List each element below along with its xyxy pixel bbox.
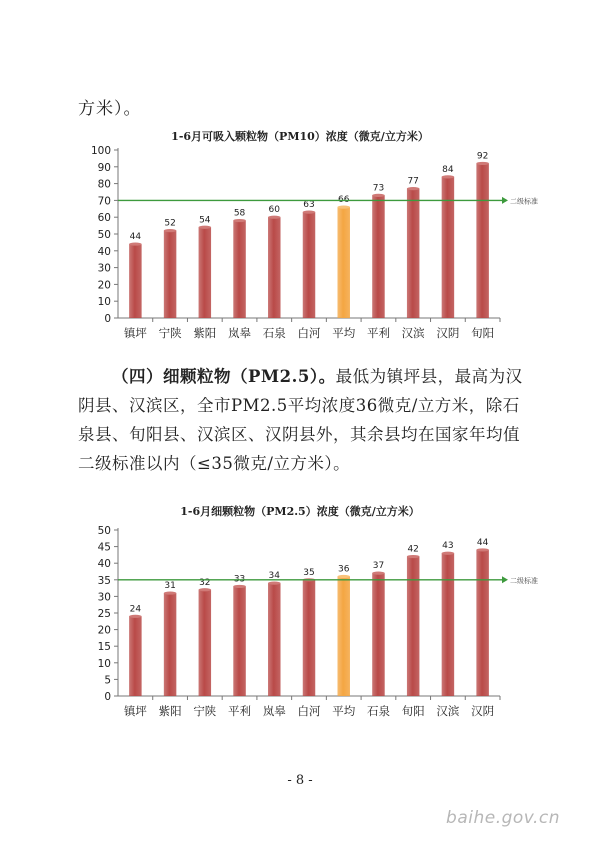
bar [199,227,212,318]
x-tick-label: 石泉 [366,704,390,718]
bar-cap [268,582,281,585]
bar-value-label: 35 [303,567,315,578]
bar-cap [129,242,142,245]
paragraph-body: 最低为镇坪县，最高为汉阴县、汉滨区，全市PM2.5平均浓度36微克/立方米，除石泉县、旬阳县、汉滨区、汉阴县外，其余县均在国家年均值二级标准以内（≤35微克/立方米）。 [78,367,523,473]
x-tick-label: 汉滨 [436,704,460,718]
bar [164,231,177,318]
x-tick-label: 宁陕 [193,704,217,718]
bar-cap [233,219,246,222]
bar-value-label: 33 [233,574,246,585]
chart-title-pm10: 1-6月可吸入颗粒物（PM10）浓度（微克/立方米） [171,130,429,143]
paragraph-heading: （四）细颗粒物（PM2.5）。 [112,367,336,386]
bar-cap [164,591,177,594]
bar-cap [303,211,316,214]
x-tick-label: 汉阴 [471,704,495,718]
y-tick-label: 60 [97,212,111,225]
bar-value-label: 31 [164,581,176,592]
y-tick-label: 50 [97,525,111,537]
x-tick-label: 宁陕 [158,326,182,340]
bar [407,557,420,696]
bar-value-label: 44 [129,232,142,243]
bar-average [337,576,350,696]
bar-value-label: 52 [164,218,176,229]
x-tick-label: 白河 [297,704,321,718]
bar [303,580,316,696]
y-tick-label: 10 [97,296,111,309]
bar [303,212,316,318]
bar [476,163,489,318]
bar-cap [233,585,246,588]
paragraph-pm25 [78,362,530,478]
bar-value-label: 37 [372,561,385,572]
pm10-bar-chart [0,140,600,350]
bar-cap [199,226,212,229]
bar-value-label: 73 [372,183,385,194]
bar-cap [476,548,489,551]
bar-value-label: 24 [129,604,142,615]
x-tick-label: 镇坪 [123,326,147,340]
bar-cap [407,187,420,190]
chart-title-pm25: 1-6月细颗粒物（PM2.5）浓度（微克/立方米） [180,505,420,518]
y-tick-label: 35 [97,574,111,587]
bar-cap [372,194,385,197]
y-tick-label: 0 [104,313,111,325]
bar-value-label: 44 [476,537,489,548]
x-tick-label: 紫阳 [158,704,182,718]
y-tick-label: 30 [97,262,111,275]
bar-value-label: 42 [407,544,419,555]
y-tick-label: 15 [97,641,111,654]
bar-cap [199,588,212,591]
x-tick-label: 旬阳 [401,704,425,718]
x-tick-label: 平均 [332,704,356,718]
y-tick-label: 90 [97,161,111,174]
bar-cap [337,206,350,209]
bar-value-label: 63 [303,200,315,211]
y-tick-label: 50 [97,229,111,241]
bar-cap [407,555,420,558]
bar [268,217,281,318]
standard-label: 二级标准 [510,197,538,206]
y-tick-label: 80 [97,178,111,191]
bar-cap [442,175,455,178]
bar [476,550,489,696]
bar-cap [337,575,350,578]
x-tick-label: 旬阳 [471,326,495,340]
x-tick-label: 汉阴 [436,326,460,340]
y-tick-label: 20 [97,624,111,637]
y-tick-label: 45 [97,541,111,554]
standard-label: 二级标准 [510,576,538,585]
bar-average [337,207,350,318]
bar-cap [442,552,455,555]
bar-cap [129,615,142,618]
bar [233,221,246,318]
bar-value-label: 92 [476,151,489,162]
bar-value-label: 36 [338,564,350,575]
page-number: - 8 - [287,773,313,788]
bar-value-label: 77 [407,176,419,187]
y-tick-label: 40 [97,245,111,258]
bar [199,590,212,696]
bar [129,616,142,696]
y-tick-label: 10 [97,657,111,670]
standard-arrow-icon [502,576,508,583]
bar-cap [268,216,281,219]
bar [442,177,455,318]
bar [372,195,385,318]
y-tick-label: 30 [97,591,111,604]
bar-value-label: 43 [442,541,454,552]
x-tick-label: 汉滨 [401,326,425,340]
bar [129,244,142,318]
y-tick-label: 0 [104,691,111,703]
bar-cap [164,229,177,232]
bar [407,189,420,318]
watermark: baihe.gov.cn [446,808,560,828]
bar [268,583,281,696]
pm25-bar-chart [0,518,600,728]
y-tick-label: 5 [104,674,111,687]
x-tick-label: 平利 [228,704,252,718]
x-tick-label: 石泉 [262,326,286,340]
x-tick-label: 紫阳 [193,326,217,340]
y-tick-label: 100 [90,145,111,157]
bar-value-label: 34 [268,571,280,582]
x-tick-label: 平均 [332,326,356,340]
bar-cap [372,572,385,575]
bar-value-label: 60 [268,205,280,216]
bar-value-label: 54 [199,215,211,226]
y-tick-label: 40 [97,558,111,571]
bar-value-label: 66 [338,195,350,206]
bar [233,586,246,696]
bar [164,593,177,696]
y-tick-label: 20 [97,279,111,292]
bar [442,553,455,696]
bar-value-label: 58 [233,208,246,219]
standard-arrow-icon [502,197,508,204]
x-tick-label: 镇坪 [123,704,147,718]
bar [372,573,385,696]
bar-cap [476,162,489,165]
x-tick-label: 岚皋 [228,326,252,340]
bar-value-label: 84 [442,164,454,175]
bar-value-label: 32 [199,577,211,588]
y-tick-label: 25 [97,608,111,620]
x-tick-label: 平利 [366,326,390,340]
x-tick-label: 岚皋 [262,704,286,718]
text-line-continuation: 方米）。 [78,99,142,119]
x-tick-label: 白河 [297,326,321,340]
y-tick-label: 70 [97,195,111,208]
